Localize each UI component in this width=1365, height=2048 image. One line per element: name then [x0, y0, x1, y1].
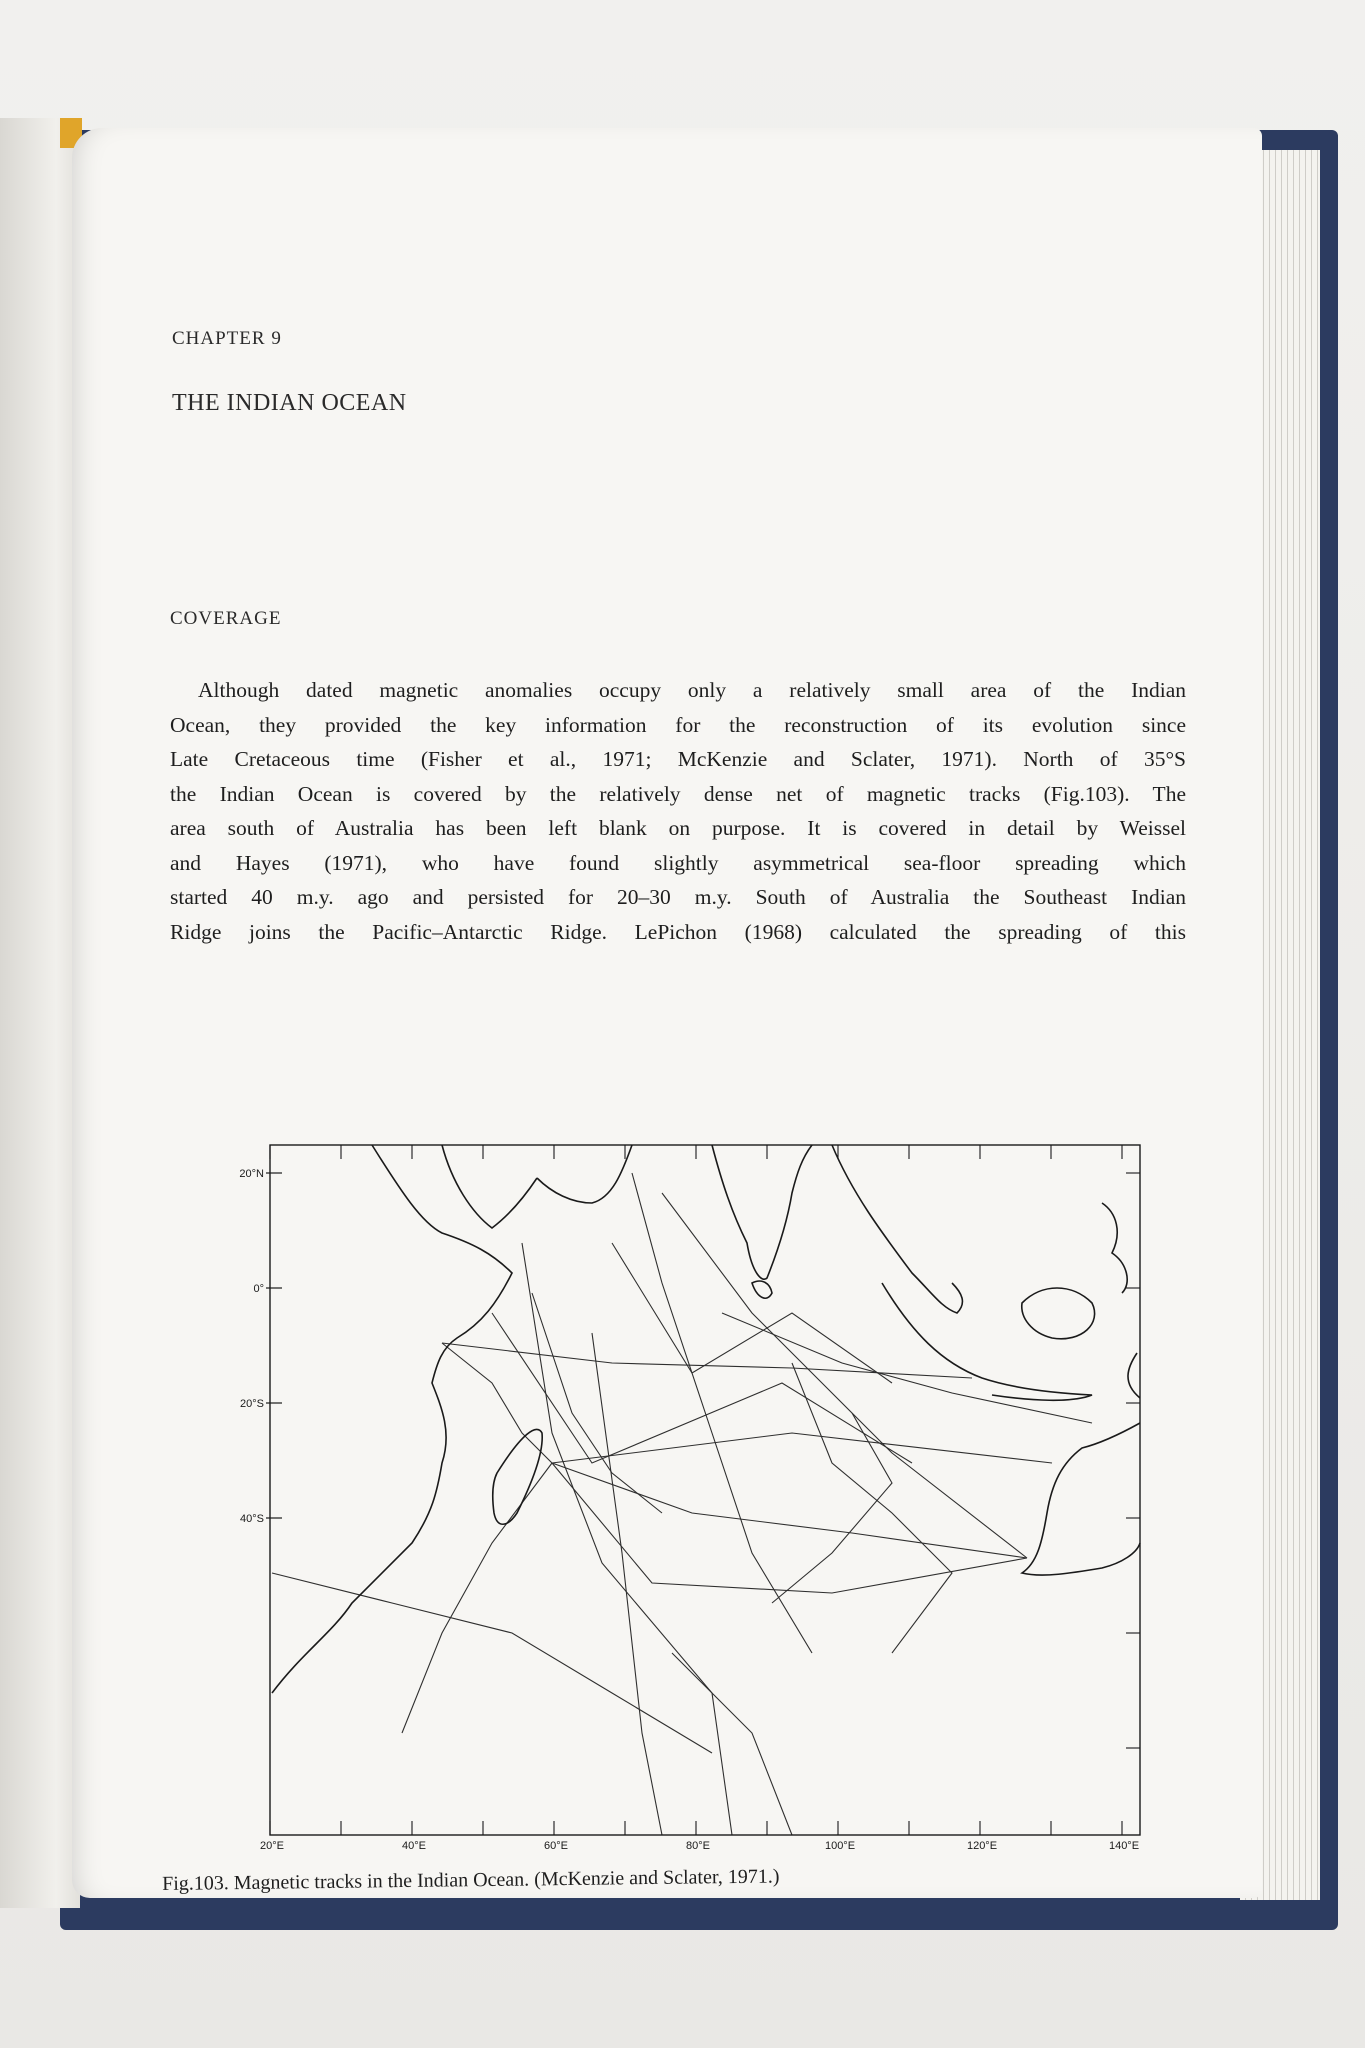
- chapter-label: CHAPTER 9: [172, 328, 282, 349]
- body-line: started 40 m.y. ago and persisted for 20–30 m.y. South of Australia the Southeast Indian: [170, 885, 1186, 909]
- lon-label: 80°E: [686, 1840, 710, 1852]
- section-title: COVERAGE: [170, 608, 282, 629]
- track-line: [672, 1653, 792, 1835]
- map-figure: [192, 1133, 1162, 1853]
- track-line: [442, 1343, 552, 1463]
- body-line: the Indian Ocean is covered by the relatively dense net of magnetic tracks (Fig.103). The: [170, 781, 1186, 806]
- africa-coast: [272, 1145, 512, 1693]
- southeast-asia-coast: [832, 1145, 962, 1313]
- track-line: [592, 1333, 662, 1835]
- australia-coast: [1022, 1423, 1140, 1575]
- lon-label: 100°E: [824, 1840, 856, 1852]
- body-line: Ridge joins the Pacific–Antarctic Ridge. LePichon (1968) calculated the spreading of this: [170, 919, 1186, 944]
- magnetic-tracks: [272, 1173, 1092, 1835]
- lon-label: 140°E: [1108, 1840, 1140, 1852]
- lat-label: 20°N: [239, 1168, 264, 1180]
- lat-label: 20°S: [240, 1398, 264, 1410]
- lon-label: 40°E: [402, 1840, 426, 1852]
- chapter-title: THE INDIAN OCEAN: [172, 390, 407, 416]
- coastlines: [272, 1145, 1140, 1693]
- book-page: [72, 128, 1262, 1898]
- lon-label: 120°E: [966, 1840, 998, 1852]
- philippines: [1102, 1203, 1127, 1293]
- body-line: area south of Australia has been left blank on purpose. It is covered in detail by Weissel: [170, 816, 1186, 840]
- magnetic-tracks-map: [192, 1133, 1162, 1853]
- lon-label: 60°E: [544, 1840, 568, 1852]
- lon-label: 20°E: [260, 1840, 284, 1852]
- body-line: Ocean, they provided the key information for the reconstruction of its evolution since: [170, 712, 1186, 737]
- figure-caption: Fig.103. Magnetic tracks in the Indian Ocean. (McKenzie and Sclater, 1971.): [162, 1865, 780, 1895]
- track-line: [552, 1463, 1027, 1558]
- body-line: Late Cretaceous time (Fisher et al., 1971; McKenzie and Sclater, 1971). North of 35°S: [170, 747, 1186, 771]
- madagascar: [493, 1429, 542, 1524]
- track-line: [772, 1413, 892, 1603]
- india-coast: [712, 1145, 812, 1279]
- left-page: [0, 118, 80, 1908]
- body-line: Although dated magnetic anomalies occupy only a relatively small area of the Indian: [198, 678, 1186, 702]
- track-line: [792, 1363, 952, 1653]
- body-paragraph: [170, 673, 1186, 949]
- body-line: and Hayes (1971), who have found slightly asymmetrical sea-floor spreading which: [170, 850, 1186, 875]
- lat-label: 0°: [253, 1283, 264, 1295]
- borneo: [1022, 1288, 1095, 1339]
- red-sea-coast: [442, 1145, 537, 1228]
- track-line: [402, 1463, 552, 1733]
- map-frame: [270, 1145, 1140, 1835]
- new-guinea: [1128, 1353, 1140, 1398]
- track-line: [662, 1193, 1027, 1558]
- lat-label: 40°S: [240, 1513, 264, 1525]
- latitude-labels: [239, 1168, 264, 1525]
- sri-lanka: [752, 1281, 772, 1298]
- arabia-coast: [537, 1145, 632, 1203]
- track-line: [632, 1173, 812, 1653]
- longitude-labels: [260, 1840, 1139, 1852]
- track-line: [272, 1573, 712, 1753]
- track-line: [442, 1343, 972, 1378]
